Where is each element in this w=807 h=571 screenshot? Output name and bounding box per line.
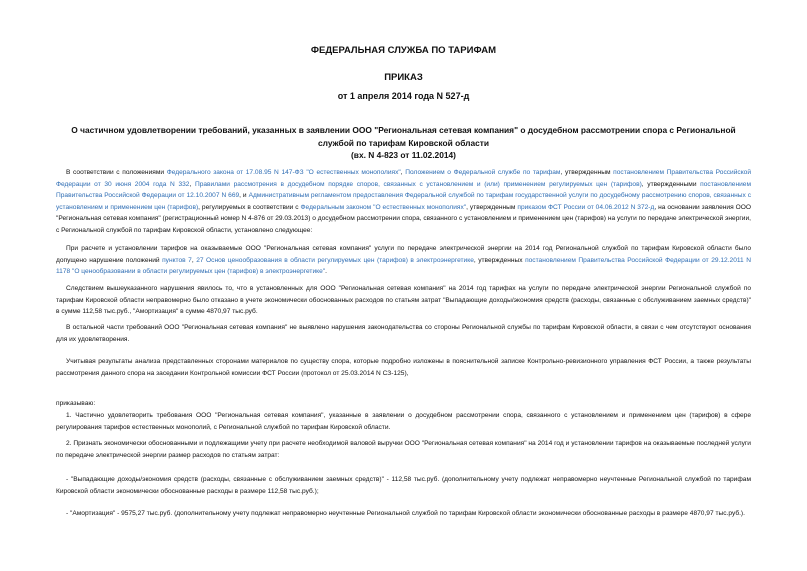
paragraph-remaining-claims: В остальной части требований ООО "Региональная сетевая компания" не выявлено нарушения законодательства со стороны Региональной службы по тарифам Кировской области, в связи с чем отсутствуют основания для их удовлетворения. [56, 324, 751, 343]
dispute-rules-link[interactable]: Правилами рассмотрения в досудебном порядке споров, связанных с установлением и (или) применением регулируемых цен (тарифов) [194, 180, 642, 188]
subject-line-1: О частичном удовлетворении требований, указанных в заявлении ООО "Региональная сетевая компания" о досудебном рассмотрении спора с Региональной [71, 125, 736, 135]
order-item-4: - "Амортизация" - 9575,27 тыс.руб. (дополнительному учету подлежат неправомерно неучтенные Региональной службой по тарифам Кировской области экономически обоснованные расходы в размере 4870,97 тыс.руб.). [66, 510, 745, 517]
text-run: , утвержденными [641, 180, 701, 188]
text-run: , [400, 169, 406, 176]
gov-decree-1178-link[interactable]: постановлением Правительства Российской Федерации от 29.12.2011 N 1178 "О ценообразовании в области регулируемых цен (тарифов) в электроэнергетике" [56, 256, 751, 276]
admin-regulation-link[interactable]: Административным регламентом предоставления Федеральной службой по тарифам государственной услуги по досудебному рассмотрению споров, связанных с установлением и применением цен (тарифов) [56, 192, 752, 211]
text-run: В соответствии с положениями [66, 169, 167, 176]
fst-order-372d-link[interactable]: приказом ФСТ России от 04.06.2012 N 372-д [517, 203, 655, 211]
subject-line-3: (вх. N 4-823 от 11.02.2014) [351, 150, 456, 160]
agency-title: ФЕДЕРАЛЬНАЯ СЛУЖБА ПО ТАРИФАМ [310, 45, 497, 56]
law-link-147fz[interactable]: Федерального закона от 17.08.95 N 147-ФЗ "О естественных монополиях" [166, 169, 401, 176]
text-run: , регулируемых в соответствии с [198, 203, 301, 211]
natural-monopolies-law-link[interactable]: Федеральным законом "О естественных монополиях" [300, 203, 467, 211]
paragraph-considering: Учитывая результаты анализа представленных сторонами материалов по существу спора, которые подробно изложены в пояснительной записке Контрольно-ревизионного управления ФСТ России, а также результаты рассмотрения данного спора на заседании Контрольной комиссии ФСТ России (протокол от 25.03.2014 N СЗ-125), [56, 358, 751, 377]
gov-decree-669-link[interactable]: постановлением Правительства Российской Федерации от 12.10.2007 N 669 [56, 180, 752, 200]
text-run: , [189, 180, 195, 188]
doc-type: ПРИКАЗ [384, 72, 423, 83]
paragraph-legal-basis [56, 167, 751, 237]
text-run: , утвержденным [560, 169, 614, 176]
paragraph-consequence: Следствием вышеуказанного нарушения явилось то, что в установленных для ООО "Региональная сетевая компания" на 2014 год тарифах на услуги по передаче электрической энергии Региональной службой по тарифам Кировской области неправомерно было отказано в учете экономически обоснованных расходов по статьям затрат "Выпадающие доходы/экономия средств (расходы, связанные с обслуживанием заемных средств)" в сумме 112,58 тыс.руб., "Амортизация" в сумме 4870,97 тыс.руб. [56, 285, 751, 316]
text-run: , и [239, 192, 249, 200]
text-run: , [191, 256, 197, 264]
text-run: , на основании заявления ООО "Региональная сетевая компания" (регистрационный номер N 4-876 от 29.03.2013) о досудебном рассмотрении спора, связанного с установлением и применением цен (тарифов) на услуги по передаче электрической энергии, с Региональной службой по тарифам Кировской области, установлено следующее: [56, 203, 751, 234]
paragraph-violation [56, 243, 751, 278]
text-run: , утвержденным [466, 203, 518, 211]
doc-date-number: от 1 апреля 2014 года N 527-д [337, 91, 470, 101]
subject-line-2: службой по тарифам Кировской области [317, 137, 490, 148]
order-item-2: 2. Признать экономически обоснованными и подлежащими учету при расчете необходимой валовой выручки ООО "Региональная сетевая компания" на 2014 год и установлении тарифов на оказываемые последней услуги по передаче электрической энергии размер расходов по статьям затрат: [56, 440, 751, 459]
text-run: , утвержденных [473, 256, 526, 264]
text-run: . [325, 268, 327, 276]
doc-subject [55, 124, 752, 162]
pricing-basics-p27-link[interactable]: 27 Основ ценообразования в области регулируемых цен (тарифов) в электроэнергетике [196, 256, 474, 264]
gov-decree-332-link[interactable]: постановлением Правительства Российской Федерации от 30 июня 2004 года N 332 [56, 169, 752, 188]
order-item-3: - "Выпадающие доходы/экономия средств (расходы, связанные с обслуживанием заемных средств)" - 112,58 тыс.руб. (дополнительному учету подлежат неправомерно неучтенные Региональной службой по тарифам Кировской области экономически обоснованные расходы в размере 112,58 тыс.руб.); [56, 476, 751, 495]
fst-regulation-link[interactable]: Положением о Федеральной службе по тарифам [405, 169, 561, 176]
order-label: приказываю: [56, 400, 96, 407]
pricing-basics-p7-link[interactable]: пунктов 7 [162, 256, 192, 264]
text-run: При расчете и установлении тарифов на оказываемые ООО "Региональная сетевая компания" услуги по передаче электрической энергии на 2014 год Региональной службой по тарифам Кировской области было допущено нарушение положений [56, 245, 751, 264]
order-item-1: 1. Частично удовлетворить требования ООО "Региональная сетевая компания", указанные в заявлении о досудебном рассмотрении спора, связанного с установлением и применением цен (тарифов) в сфере регулирования тарифов естественных монополий, с Региональной службой по тарифам Кировской области. [56, 412, 751, 431]
